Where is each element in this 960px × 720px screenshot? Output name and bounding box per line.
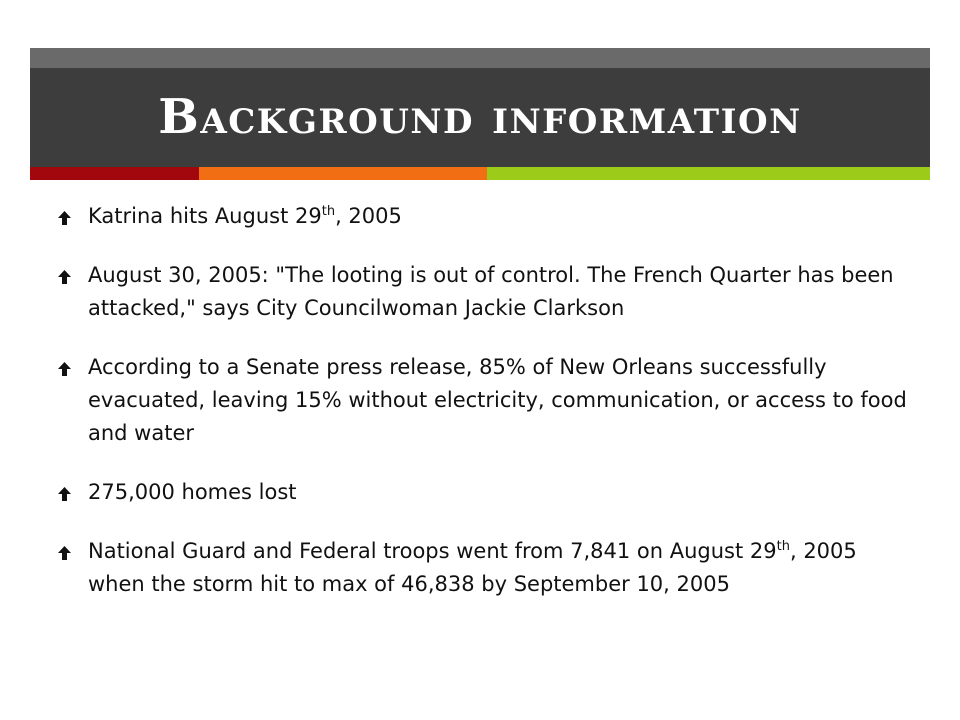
superscript: th	[321, 204, 336, 219]
accent-bar-red	[30, 167, 199, 180]
title-bar	[30, 68, 930, 167]
accent-bar-orange	[199, 167, 487, 180]
arrow-up-triangle-icon	[58, 362, 71, 376]
bullet-text: 275,000 homes lost	[88, 480, 297, 504]
bullet-item	[58, 476, 918, 509]
bullet-item	[58, 535, 918, 601]
bullet-item	[58, 200, 918, 233]
bullet-list	[58, 200, 918, 601]
bullet-text: National Guard and Federal troops went from 7,841 on August 29th, 2005 when the storm hit to max of 46,838 by September 10, 2005	[88, 539, 857, 596]
superscript: th	[776, 539, 790, 554]
arrow-up-triangle-icon	[58, 211, 71, 225]
arrow-up-triangle-icon	[58, 487, 71, 501]
bullet-text: August 30, 2005: "The looting is out of control. The French Quarter has been attacked," says City Councilwoman Jackie Clarkson	[88, 263, 894, 320]
slide-title: Background information	[158, 89, 802, 145]
bullet-item	[58, 351, 918, 450]
bullet-text: Katrina hits August 29th, 2005	[88, 204, 402, 228]
accent-bar-green	[487, 167, 930, 180]
arrow-up-triangle-icon	[58, 546, 71, 560]
bullet-item	[58, 259, 918, 325]
title-bar-top-strip	[30, 48, 930, 68]
arrow-up-triangle-icon	[58, 270, 71, 284]
bullet-text: According to a Senate press release, 85% of New Orleans successfully evacuated, leaving 15% without electricity, communication, or access to food and water	[88, 355, 907, 445]
